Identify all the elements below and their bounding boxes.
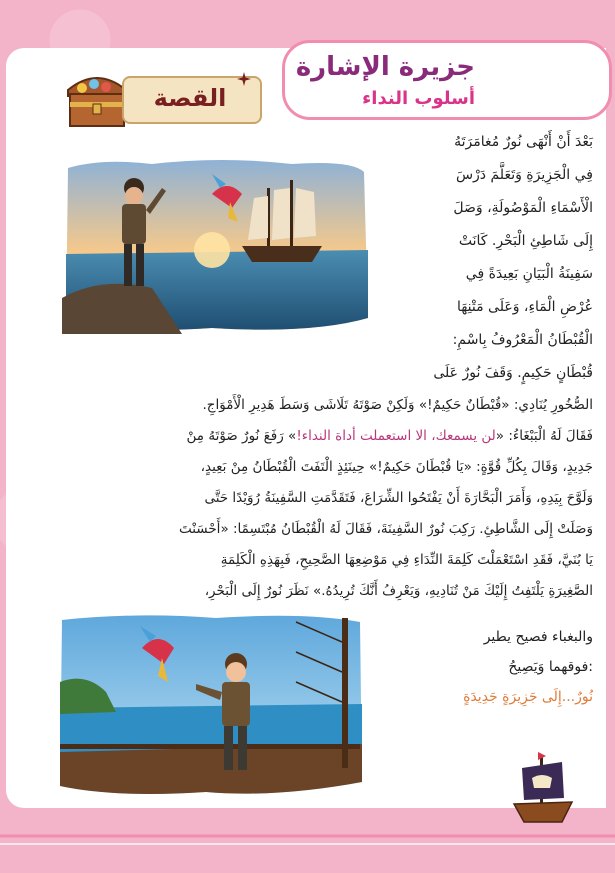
section-banner	[62, 66, 262, 130]
footer-decoration	[0, 822, 615, 873]
story-line: الصَّغِيرَةِ يَلْتَفِتُ إِلَيْكَ مَنْ تُنَادِيهِ، وَيَعْرِفُ أَنَّكَ تُرِيدُهُ.» نَظَرَ نُورٌ إِلَى الْبَحْرِ،	[204, 583, 593, 599]
story-line: فِي الْجَزِيرَةِ وَتَعَلَّمَ دَرْسَ	[455, 167, 593, 183]
parrot-line-end: » رَفَعَ نُورٌ صَوْتَهُ مِنْ	[186, 428, 297, 444]
story-line: الْأَسْمَاءِ الْمَوْصُولَةِ، وَصَلَ	[453, 200, 593, 216]
story-line: والبغباء فصيح يطير	[483, 629, 593, 645]
story-line: إِلَى شَاطِئِ الْبَحْرِ. كَانَتْ	[458, 233, 593, 249]
story-line: يَا بُنَيَّ، فَقَدِ اسْتَعْمَلْتَ كَلِمَةَ النِّدَاءِ فِي مَوْضِعِهَا الصَّحِيحِ، فَبِهَذِهِ الْكَلِمَةِ	[220, 552, 593, 568]
story-paragraph-top	[343, 126, 593, 390]
parrot-quote: لن يسمعك، الا استعملت أداة النداء!	[296, 428, 496, 444]
story-line: بَعْدَ أَنْ أَنْهَى نُورٌ مُغامَرَتَهُ	[454, 134, 593, 150]
page-title: جزيرة الإشارة	[295, 52, 475, 82]
section-label: القصة	[153, 84, 227, 112]
pirate-ship-icon	[512, 752, 574, 828]
compass-rose-icon	[237, 72, 251, 86]
story-line: سَفِينَةُ الْبَيَانِ بَعِيدَةً فِي	[465, 266, 593, 282]
story-line: عُرْضِ الْمَاءِ، وَعَلَى مَتْنِهَا	[456, 299, 593, 315]
story-line: قُبْطَانٍ حَكِيمٍ. وَقَفَ نُورٌ عَلَى	[433, 365, 593, 381]
illustration-boy-waving-at-ship	[62, 158, 370, 334]
page-subtitle: أسلوب النداء	[362, 88, 475, 109]
story-paragraph-middle	[23, 390, 593, 607]
story-line: الْقُبْطَانُ الْمَعْرُوفُ بِاسْمِ:	[452, 332, 593, 348]
parrot-line-start: فَقَالَ لَهُ الْبَبْغَاءُ: «	[495, 428, 593, 444]
story-line: وَلَوَّحَ بِيَدِهِ، وَأَمَرَ الْبَحَّارَةَ أَنْ يَفْتَحُوا الشِّرَاعَ، فَتَقَدَّمَتِ السَّفِينَةُ رُوَيْدًا حَتَّى	[204, 490, 593, 506]
story-line: الصُّخُورِ يُنَادِي: «قُبْطَانٌ حَكِيمٌ!» وَلَكِنْ صَوْتَهُ تَلَاشَى وَسَطَ هَدِيرِ الْأَمْوَاجِ.	[202, 397, 593, 413]
story-closing-line: نُورٌ...إِلَى جَزِيرَةٍ جَدِيدَةٍ	[463, 689, 593, 705]
story-line: :فوقهما وَيَصِيحُ	[508, 659, 593, 675]
illustration-boy-on-ship-deck	[56, 612, 366, 798]
story-line: وَصَلَتْ إِلَى الشَّاطِئِ. رَكِبَ نُورٌ السَّفِينَةَ، فَقَالَ لَهُ الْقُبْطَانُ مُبْتَسِمًا: «أَحْسَنْتَ	[178, 521, 593, 537]
story-line-parrot	[23, 421, 593, 452]
story-paragraph-bottom	[333, 622, 593, 712]
story-line: جَدِيدٍ، وَقَالَ بِكُلِّ قُوَّةٍ: «يَا قُبْطَانَ حَكِيمٌ!» حِينَئِذٍ الْتَفَتَ الْقُبْطَانُ مِنْ بَعِيدٍ،	[200, 459, 593, 475]
